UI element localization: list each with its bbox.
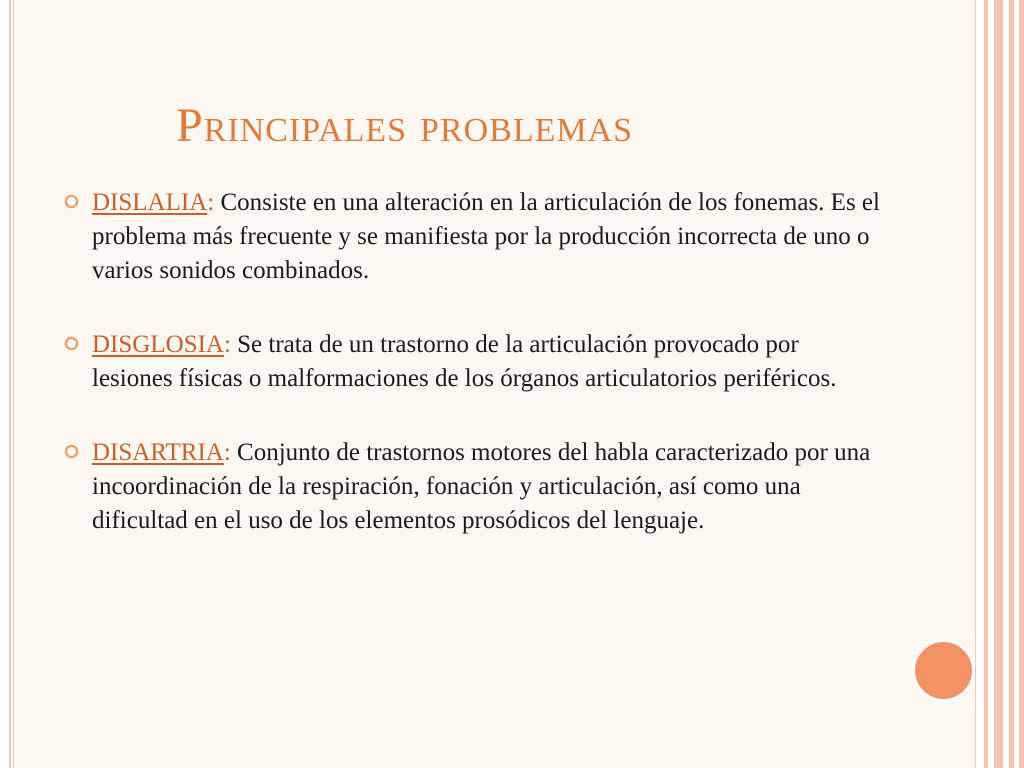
list-item-disglosia [64, 328, 884, 396]
bullet-list [64, 186, 884, 578]
item-description: Se trata de un trastorno de la articulación provocado por lesiones físicas o malformaciones de los órganos articulatorios periféricos. [92, 331, 837, 392]
bullet-icon [64, 444, 79, 459]
list-item-dislalia [64, 186, 884, 288]
term-separator: : [207, 189, 215, 216]
list-item-disartria [64, 436, 884, 538]
term-link: DISLALIA [92, 189, 208, 216]
decorative-circle [912, 639, 975, 702]
decorative-stripe [994, 0, 1003, 768]
term-link: DISARTRIA [92, 439, 224, 466]
term-separator: : [223, 439, 231, 466]
decorative-stripe [984, 0, 988, 768]
item-description: Conjunto de trastornos motores del habla caracterizado por una incoordinación de la respiración, fonación y articulación, así como una dificultad en el uso de los elementos prosódicos del lenguaje. [92, 439, 871, 534]
frame-line [9, 0, 11, 768]
decorative-stripe [1009, 0, 1014, 768]
item-description: Consiste en una alteración en la articulación de los fonemas. Es el problema más frecuente y se manifiesta por la producción incorrecta de uno o varios sonidos combinados. [92, 189, 880, 284]
bullet-icon [64, 336, 79, 351]
slide-title: Principales problemas [176, 99, 634, 152]
bullet-icon [64, 194, 79, 209]
term-separator: : [223, 331, 231, 358]
decorative-stripe [1019, 0, 1024, 768]
term-link: DISGLOSIA [92, 331, 224, 358]
